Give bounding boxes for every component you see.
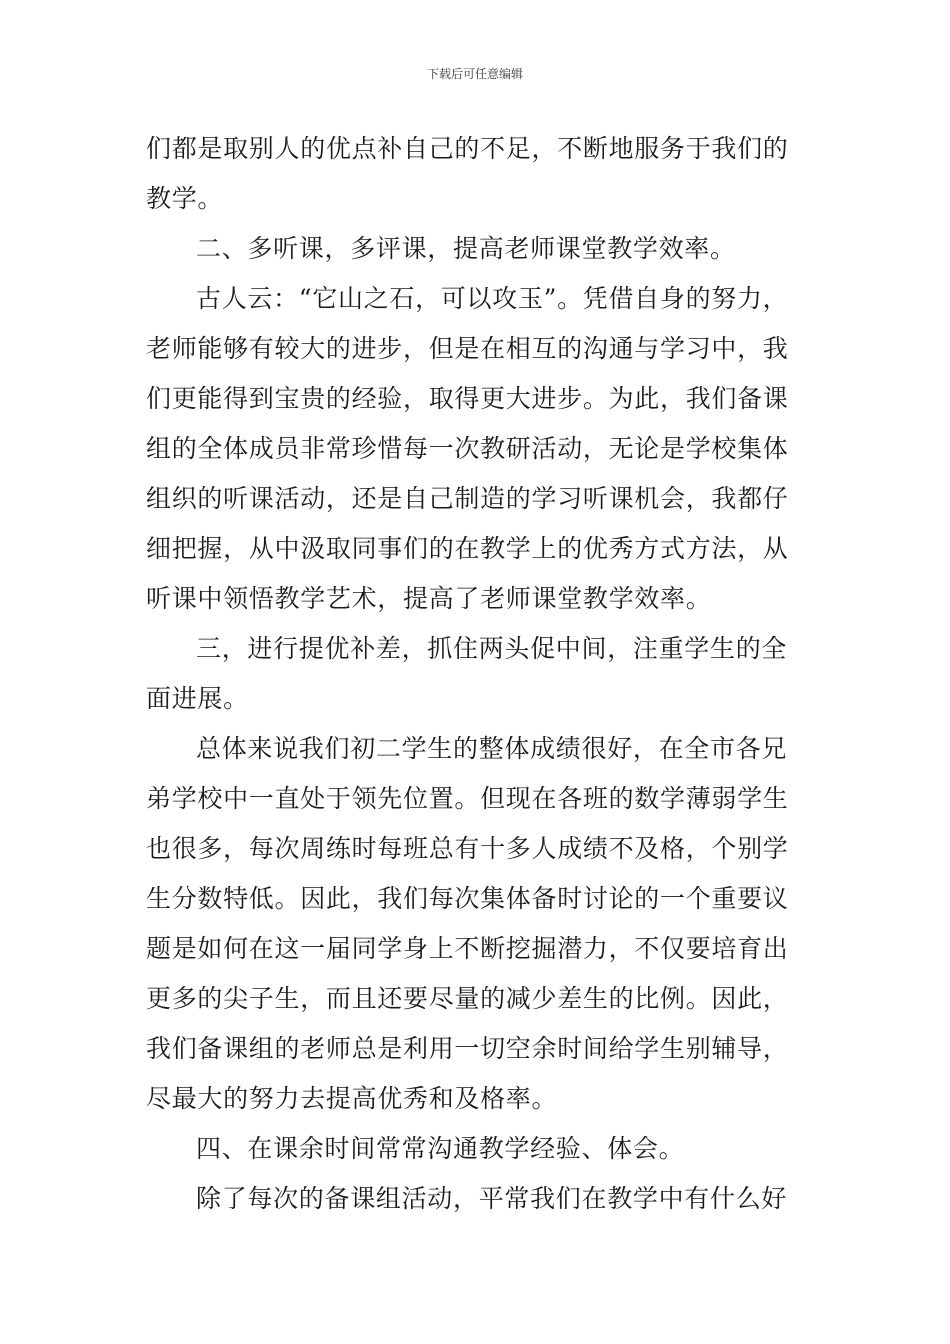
section-heading bbox=[146, 224, 818, 274]
text-line: 组的全体成员非常珍惜每一次教研活动，无论是学校集体 bbox=[146, 434, 789, 463]
text-line: 细把握，从中汲取同事们的在教学上的优秀方式方法，从 bbox=[146, 534, 789, 563]
paragraph bbox=[146, 274, 818, 324]
text-line: 们都是取别人的优点补自己的不足，不断地服务于我们的 bbox=[146, 134, 789, 163]
text-line: 总体来说我们初二学生的整体成绩很好，在全市各兄 bbox=[196, 734, 788, 763]
text-line: 题是如何在这一届同学身上不断挖掘潜力，不仅要培育出 bbox=[146, 934, 789, 963]
text-line: 听课中领悟教学艺术，提高了老师课堂教学效率。 bbox=[146, 584, 712, 613]
paragraph bbox=[146, 674, 818, 724]
paragraph bbox=[146, 774, 818, 1124]
text-line: 古人云：“它山之石，可以攻玉”。凭借自身的努力， bbox=[196, 284, 789, 313]
text-line: 四、在课余时间常常沟通教学经验、体会。 bbox=[196, 1134, 685, 1163]
paragraph bbox=[146, 1174, 818, 1224]
page-header-note: 下载后可任意编辑 bbox=[426, 67, 523, 81]
text-line: 们更能得到宝贵的经验，取得更大进步。为此，我们备课 bbox=[146, 384, 789, 413]
text-line: 二、多听课，多评课，提高老师课堂教学效率。 bbox=[196, 234, 736, 263]
text-line: 三，进行提优补差，抓住两头促中间，注重学生的全 bbox=[196, 634, 788, 663]
text-line: 弟学校中一直处于领先位置。但现在各班的数学薄弱学生 bbox=[146, 784, 789, 813]
text-line: 教学。 bbox=[146, 184, 224, 213]
paragraph bbox=[146, 724, 818, 774]
paragraph bbox=[146, 324, 818, 624]
text-line: 组织的听课活动，还是自己制造的学习听课机会，我都仔 bbox=[146, 484, 789, 513]
text-line: 我们备课组的老师总是利用一切空余时间给学生别辅导， bbox=[146, 1034, 789, 1063]
text-line: 生分数特低。因此，我们每次集体备时讨论的一个重要议 bbox=[146, 884, 789, 913]
paragraph bbox=[146, 124, 818, 224]
text-line: 尽最大的努力去提高优秀和及格率。 bbox=[146, 1084, 558, 1113]
document-body bbox=[146, 124, 818, 1224]
text-line: 老师能够有较大的进步，但是在相互的沟通与学习中，我 bbox=[146, 334, 789, 363]
text-line: 更多的尖子生，而且还要尽量的减少差生的比例。因此， bbox=[146, 984, 789, 1013]
text-line: 也很多，每次周练时每班总有十多人成绩不及格，个别学 bbox=[146, 834, 789, 863]
text-line: 除了每次的备课组活动，平常我们在教学中有什么好 bbox=[196, 1184, 788, 1213]
text-line: 面进展。 bbox=[146, 684, 249, 713]
section-heading bbox=[146, 624, 818, 674]
section-heading bbox=[146, 1124, 818, 1174]
